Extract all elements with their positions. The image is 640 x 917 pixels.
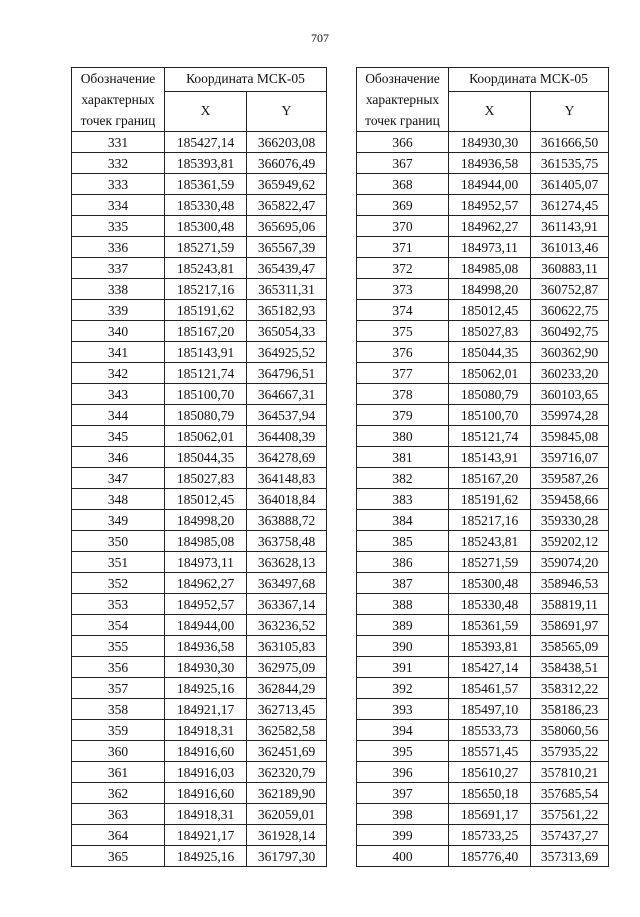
table-row bbox=[72, 531, 327, 552]
table-row bbox=[72, 153, 327, 174]
x-coordinate-cell: 185143,91 bbox=[449, 447, 531, 468]
y-coordinate-cell: 365695,06 bbox=[247, 216, 327, 237]
x-coordinate-cell: 185393,81 bbox=[165, 153, 247, 174]
table-row bbox=[357, 426, 609, 447]
x-coordinate-cell: 184916,60 bbox=[165, 741, 247, 762]
table-row bbox=[357, 174, 609, 195]
point-number-cell: 338 bbox=[72, 279, 165, 300]
y-coordinate-cell: 358691,97 bbox=[531, 615, 609, 636]
x-coordinate-cell: 184998,20 bbox=[449, 279, 531, 300]
header-coordinate: Координата МСК-05 bbox=[449, 68, 609, 92]
x-coordinate-cell: 185062,01 bbox=[165, 426, 247, 447]
table-row bbox=[72, 300, 327, 321]
point-number-cell: 359 bbox=[72, 720, 165, 741]
table-row bbox=[357, 300, 609, 321]
table-row bbox=[357, 846, 609, 867]
point-number-cell: 375 bbox=[357, 321, 449, 342]
y-coordinate-cell: 366076,49 bbox=[247, 153, 327, 174]
x-coordinate-cell: 184962,27 bbox=[165, 573, 247, 594]
point-number-cell: 398 bbox=[357, 804, 449, 825]
point-number-cell: 352 bbox=[72, 573, 165, 594]
header-coordinate: Координата МСК-05 bbox=[165, 68, 327, 92]
table-row bbox=[72, 279, 327, 300]
x-coordinate-cell: 185012,45 bbox=[449, 300, 531, 321]
y-coordinate-cell: 362451,69 bbox=[247, 741, 327, 762]
point-number-cell: 336 bbox=[72, 237, 165, 258]
y-coordinate-cell: 364278,69 bbox=[247, 447, 327, 468]
y-coordinate-cell: 364925,52 bbox=[247, 342, 327, 363]
y-coordinate-cell: 366203,08 bbox=[247, 132, 327, 153]
y-coordinate-cell: 357437,27 bbox=[531, 825, 609, 846]
point-number-cell: 372 bbox=[357, 258, 449, 279]
x-coordinate-cell: 185300,48 bbox=[165, 216, 247, 237]
point-number-cell: 367 bbox=[357, 153, 449, 174]
x-coordinate-cell: 185776,40 bbox=[449, 846, 531, 867]
x-coordinate-cell: 185217,16 bbox=[449, 510, 531, 531]
y-coordinate-cell: 357313,69 bbox=[531, 846, 609, 867]
table-row bbox=[357, 468, 609, 489]
table-row bbox=[72, 426, 327, 447]
table-row bbox=[72, 321, 327, 342]
point-number-cell: 365 bbox=[72, 846, 165, 867]
x-coordinate-cell: 185361,59 bbox=[449, 615, 531, 636]
y-coordinate-cell: 361928,14 bbox=[247, 825, 327, 846]
y-coordinate-cell: 358819,11 bbox=[531, 594, 609, 615]
table-row bbox=[72, 468, 327, 489]
point-number-cell: 362 bbox=[72, 783, 165, 804]
table-row bbox=[357, 783, 609, 804]
header-designation: Обозначение характерных точек границ bbox=[72, 68, 165, 132]
point-number-cell: 353 bbox=[72, 594, 165, 615]
table-row bbox=[357, 636, 609, 657]
y-coordinate-cell: 357561,22 bbox=[531, 804, 609, 825]
y-coordinate-cell: 365311,31 bbox=[247, 279, 327, 300]
point-number-cell: 333 bbox=[72, 174, 165, 195]
point-number-cell: 347 bbox=[72, 468, 165, 489]
y-coordinate-cell: 360622,75 bbox=[531, 300, 609, 321]
table-row bbox=[72, 783, 327, 804]
table-row bbox=[72, 342, 327, 363]
y-coordinate-cell: 360752,87 bbox=[531, 279, 609, 300]
table-row bbox=[357, 216, 609, 237]
y-coordinate-cell: 362189,90 bbox=[247, 783, 327, 804]
point-number-cell: 389 bbox=[357, 615, 449, 636]
x-coordinate-cell: 185243,81 bbox=[449, 531, 531, 552]
table-row bbox=[72, 573, 327, 594]
y-coordinate-cell: 361405,07 bbox=[531, 174, 609, 195]
x-coordinate-cell: 184985,08 bbox=[449, 258, 531, 279]
point-number-cell: 386 bbox=[357, 552, 449, 573]
table-row bbox=[72, 615, 327, 636]
table-row bbox=[357, 594, 609, 615]
x-coordinate-cell: 185062,01 bbox=[449, 363, 531, 384]
point-number-cell: 384 bbox=[357, 510, 449, 531]
point-number-cell: 370 bbox=[357, 216, 449, 237]
y-coordinate-cell: 361143,91 bbox=[531, 216, 609, 237]
x-coordinate-cell: 185330,48 bbox=[165, 195, 247, 216]
x-coordinate-cell: 184944,00 bbox=[449, 174, 531, 195]
table-row bbox=[72, 363, 327, 384]
point-number-cell: 399 bbox=[357, 825, 449, 846]
header-x: X bbox=[165, 91, 247, 131]
point-number-cell: 344 bbox=[72, 405, 165, 426]
x-coordinate-cell: 185012,45 bbox=[165, 489, 247, 510]
y-coordinate-cell: 357935,22 bbox=[531, 741, 609, 762]
x-coordinate-cell: 185191,62 bbox=[449, 489, 531, 510]
x-coordinate-cell: 184973,11 bbox=[449, 237, 531, 258]
table-row bbox=[357, 804, 609, 825]
y-coordinate-cell: 358060,56 bbox=[531, 720, 609, 741]
y-coordinate-cell: 360362,90 bbox=[531, 342, 609, 363]
table-row bbox=[72, 657, 327, 678]
header-designation: Обозначение характерных точек границ bbox=[357, 68, 449, 132]
table-row bbox=[72, 489, 327, 510]
table-row bbox=[357, 237, 609, 258]
y-coordinate-cell: 357685,54 bbox=[531, 783, 609, 804]
x-coordinate-cell: 184921,17 bbox=[165, 699, 247, 720]
table-row bbox=[72, 510, 327, 531]
x-coordinate-cell: 185300,48 bbox=[449, 573, 531, 594]
y-coordinate-cell: 365054,33 bbox=[247, 321, 327, 342]
point-number-cell: 400 bbox=[357, 846, 449, 867]
point-number-cell: 383 bbox=[357, 489, 449, 510]
point-number-cell: 381 bbox=[357, 447, 449, 468]
y-coordinate-cell: 362713,45 bbox=[247, 699, 327, 720]
point-number-cell: 392 bbox=[357, 678, 449, 699]
point-number-cell: 345 bbox=[72, 426, 165, 447]
point-number-cell: 342 bbox=[72, 363, 165, 384]
table-row bbox=[357, 720, 609, 741]
y-coordinate-cell: 359074,20 bbox=[531, 552, 609, 573]
y-coordinate-cell: 359974,28 bbox=[531, 405, 609, 426]
point-number-cell: 369 bbox=[357, 195, 449, 216]
y-coordinate-cell: 365439,47 bbox=[247, 258, 327, 279]
x-coordinate-cell: 185330,48 bbox=[449, 594, 531, 615]
x-coordinate-cell: 185393,81 bbox=[449, 636, 531, 657]
table-row bbox=[72, 216, 327, 237]
point-number-cell: 396 bbox=[357, 762, 449, 783]
x-coordinate-cell: 184952,57 bbox=[449, 195, 531, 216]
point-number-cell: 397 bbox=[357, 783, 449, 804]
x-coordinate-cell: 185167,20 bbox=[449, 468, 531, 489]
y-coordinate-cell: 364148,83 bbox=[247, 468, 327, 489]
table-row bbox=[72, 258, 327, 279]
coordinates-table-right bbox=[356, 67, 609, 867]
point-number-cell: 339 bbox=[72, 300, 165, 321]
x-coordinate-cell: 185100,70 bbox=[449, 405, 531, 426]
point-number-cell: 361 bbox=[72, 762, 165, 783]
y-coordinate-cell: 365182,93 bbox=[247, 300, 327, 321]
y-coordinate-cell: 364408,39 bbox=[247, 426, 327, 447]
x-coordinate-cell: 185571,45 bbox=[449, 741, 531, 762]
header-y: Y bbox=[247, 91, 327, 131]
table-row bbox=[72, 699, 327, 720]
y-coordinate-cell: 358186,23 bbox=[531, 699, 609, 720]
table-row bbox=[357, 405, 609, 426]
x-coordinate-cell: 185121,74 bbox=[449, 426, 531, 447]
table-row bbox=[357, 678, 609, 699]
x-coordinate-cell: 185733,25 bbox=[449, 825, 531, 846]
table-row bbox=[72, 720, 327, 741]
point-number-cell: 378 bbox=[357, 384, 449, 405]
point-number-cell: 382 bbox=[357, 468, 449, 489]
point-number-cell: 335 bbox=[72, 216, 165, 237]
x-coordinate-cell: 184916,03 bbox=[165, 762, 247, 783]
table-row bbox=[72, 384, 327, 405]
header-x: X bbox=[449, 91, 531, 131]
point-number-cell: 360 bbox=[72, 741, 165, 762]
table-row bbox=[357, 195, 609, 216]
table-row bbox=[72, 636, 327, 657]
y-coordinate-cell: 362059,01 bbox=[247, 804, 327, 825]
x-coordinate-cell: 185121,74 bbox=[165, 363, 247, 384]
point-number-cell: 368 bbox=[357, 174, 449, 195]
point-number-cell: 334 bbox=[72, 195, 165, 216]
y-coordinate-cell: 358312,22 bbox=[531, 678, 609, 699]
x-coordinate-cell: 185243,81 bbox=[165, 258, 247, 279]
y-coordinate-cell: 360103,65 bbox=[531, 384, 609, 405]
point-number-cell: 357 bbox=[72, 678, 165, 699]
x-coordinate-cell: 184944,00 bbox=[165, 615, 247, 636]
table-row bbox=[357, 531, 609, 552]
y-coordinate-cell: 361666,50 bbox=[531, 132, 609, 153]
x-coordinate-cell: 185143,91 bbox=[165, 342, 247, 363]
point-number-cell: 348 bbox=[72, 489, 165, 510]
y-coordinate-cell: 362320,79 bbox=[247, 762, 327, 783]
point-number-cell: 385 bbox=[357, 531, 449, 552]
x-coordinate-cell: 185650,18 bbox=[449, 783, 531, 804]
point-number-cell: 394 bbox=[357, 720, 449, 741]
x-coordinate-cell: 185167,20 bbox=[165, 321, 247, 342]
page-number: 707 bbox=[311, 31, 329, 45]
y-coordinate-cell: 361535,75 bbox=[531, 153, 609, 174]
x-coordinate-cell: 185080,79 bbox=[449, 384, 531, 405]
point-number-cell: 391 bbox=[357, 657, 449, 678]
y-coordinate-cell: 361797,30 bbox=[247, 846, 327, 867]
x-coordinate-cell: 185427,14 bbox=[449, 657, 531, 678]
x-coordinate-cell: 184985,08 bbox=[165, 531, 247, 552]
x-coordinate-cell: 185461,57 bbox=[449, 678, 531, 699]
x-coordinate-cell: 185427,14 bbox=[165, 132, 247, 153]
point-number-cell: 364 bbox=[72, 825, 165, 846]
table-row bbox=[357, 699, 609, 720]
x-coordinate-cell: 184918,31 bbox=[165, 804, 247, 825]
x-coordinate-cell: 184936,58 bbox=[165, 636, 247, 657]
point-number-cell: 355 bbox=[72, 636, 165, 657]
x-coordinate-cell: 184936,58 bbox=[449, 153, 531, 174]
y-coordinate-cell: 360233,20 bbox=[531, 363, 609, 384]
table-row bbox=[357, 153, 609, 174]
y-coordinate-cell: 359330,28 bbox=[531, 510, 609, 531]
point-number-cell: 363 bbox=[72, 804, 165, 825]
table-row bbox=[72, 195, 327, 216]
point-number-cell: 376 bbox=[357, 342, 449, 363]
table-row bbox=[357, 342, 609, 363]
table-row bbox=[357, 489, 609, 510]
y-coordinate-cell: 359458,66 bbox=[531, 489, 609, 510]
table-row bbox=[357, 384, 609, 405]
y-coordinate-cell: 365822,47 bbox=[247, 195, 327, 216]
table-row bbox=[72, 132, 327, 153]
point-number-cell: 341 bbox=[72, 342, 165, 363]
y-coordinate-cell: 359845,08 bbox=[531, 426, 609, 447]
table-body-left bbox=[72, 132, 327, 867]
point-number-cell: 373 bbox=[357, 279, 449, 300]
y-coordinate-cell: 363628,13 bbox=[247, 552, 327, 573]
x-coordinate-cell: 185691,17 bbox=[449, 804, 531, 825]
point-number-cell: 343 bbox=[72, 384, 165, 405]
point-number-cell: 350 bbox=[72, 531, 165, 552]
point-number-cell: 346 bbox=[72, 447, 165, 468]
y-coordinate-cell: 364537,94 bbox=[247, 405, 327, 426]
y-coordinate-cell: 358946,53 bbox=[531, 573, 609, 594]
y-coordinate-cell: 364796,51 bbox=[247, 363, 327, 384]
x-coordinate-cell: 184925,16 bbox=[165, 678, 247, 699]
table-row bbox=[357, 363, 609, 384]
point-number-cell: 377 bbox=[357, 363, 449, 384]
table-row bbox=[357, 447, 609, 468]
table-row bbox=[357, 657, 609, 678]
table-row bbox=[72, 594, 327, 615]
x-coordinate-cell: 184998,20 bbox=[165, 510, 247, 531]
x-coordinate-cell: 185271,59 bbox=[449, 552, 531, 573]
point-number-cell: 356 bbox=[72, 657, 165, 678]
header-y: Y bbox=[531, 91, 609, 131]
x-coordinate-cell: 185533,73 bbox=[449, 720, 531, 741]
x-coordinate-cell: 185027,83 bbox=[449, 321, 531, 342]
table-row bbox=[357, 825, 609, 846]
y-coordinate-cell: 363758,48 bbox=[247, 531, 327, 552]
table-row bbox=[357, 132, 609, 153]
point-number-cell: 358 bbox=[72, 699, 165, 720]
table-body-right bbox=[357, 132, 609, 867]
x-coordinate-cell: 185080,79 bbox=[165, 405, 247, 426]
x-coordinate-cell: 184918,31 bbox=[165, 720, 247, 741]
x-coordinate-cell: 184930,30 bbox=[449, 132, 531, 153]
x-coordinate-cell: 185217,16 bbox=[165, 279, 247, 300]
x-coordinate-cell: 184962,27 bbox=[449, 216, 531, 237]
y-coordinate-cell: 362582,58 bbox=[247, 720, 327, 741]
point-number-cell: 395 bbox=[357, 741, 449, 762]
table-row bbox=[72, 552, 327, 573]
table-row bbox=[72, 174, 327, 195]
y-coordinate-cell: 361013,46 bbox=[531, 237, 609, 258]
y-coordinate-cell: 362844,29 bbox=[247, 678, 327, 699]
y-coordinate-cell: 362975,09 bbox=[247, 657, 327, 678]
point-number-cell: 388 bbox=[357, 594, 449, 615]
point-number-cell: 349 bbox=[72, 510, 165, 531]
x-coordinate-cell: 185044,35 bbox=[449, 342, 531, 363]
y-coordinate-cell: 359587,26 bbox=[531, 468, 609, 489]
table-row bbox=[357, 552, 609, 573]
y-coordinate-cell: 365567,39 bbox=[247, 237, 327, 258]
y-coordinate-cell: 363236,52 bbox=[247, 615, 327, 636]
table-row bbox=[357, 258, 609, 279]
y-coordinate-cell: 364018,84 bbox=[247, 489, 327, 510]
x-coordinate-cell: 184916,60 bbox=[165, 783, 247, 804]
x-coordinate-cell: 185610,27 bbox=[449, 762, 531, 783]
point-number-cell: 393 bbox=[357, 699, 449, 720]
x-coordinate-cell: 185044,35 bbox=[165, 447, 247, 468]
table-row bbox=[72, 447, 327, 468]
point-number-cell: 337 bbox=[72, 258, 165, 279]
x-coordinate-cell: 185361,59 bbox=[165, 174, 247, 195]
x-coordinate-cell: 185027,83 bbox=[165, 468, 247, 489]
x-coordinate-cell: 185100,70 bbox=[165, 384, 247, 405]
y-coordinate-cell: 363367,14 bbox=[247, 594, 327, 615]
x-coordinate-cell: 185191,62 bbox=[165, 300, 247, 321]
y-coordinate-cell: 358438,51 bbox=[531, 657, 609, 678]
y-coordinate-cell: 363888,72 bbox=[247, 510, 327, 531]
y-coordinate-cell: 360883,11 bbox=[531, 258, 609, 279]
table-row bbox=[357, 573, 609, 594]
y-coordinate-cell: 357810,21 bbox=[531, 762, 609, 783]
x-coordinate-cell: 185497,10 bbox=[449, 699, 531, 720]
point-number-cell: 331 bbox=[72, 132, 165, 153]
table-row bbox=[72, 678, 327, 699]
table-row bbox=[357, 615, 609, 636]
x-coordinate-cell: 185271,59 bbox=[165, 237, 247, 258]
y-coordinate-cell: 360492,75 bbox=[531, 321, 609, 342]
x-coordinate-cell: 184952,57 bbox=[165, 594, 247, 615]
point-number-cell: 379 bbox=[357, 405, 449, 426]
point-number-cell: 380 bbox=[357, 426, 449, 447]
point-number-cell: 332 bbox=[72, 153, 165, 174]
point-number-cell: 354 bbox=[72, 615, 165, 636]
point-number-cell: 351 bbox=[72, 552, 165, 573]
table-row bbox=[72, 237, 327, 258]
y-coordinate-cell: 361274,45 bbox=[531, 195, 609, 216]
table-row bbox=[357, 762, 609, 783]
y-coordinate-cell: 359716,07 bbox=[531, 447, 609, 468]
coordinates-table-left bbox=[71, 67, 327, 867]
table-row bbox=[72, 825, 327, 846]
point-number-cell: 374 bbox=[357, 300, 449, 321]
x-coordinate-cell: 184921,17 bbox=[165, 825, 247, 846]
point-number-cell: 387 bbox=[357, 573, 449, 594]
table-row bbox=[72, 804, 327, 825]
x-coordinate-cell: 184925,16 bbox=[165, 846, 247, 867]
y-coordinate-cell: 364667,31 bbox=[247, 384, 327, 405]
table-row bbox=[357, 321, 609, 342]
table-row bbox=[357, 741, 609, 762]
x-coordinate-cell: 184930,30 bbox=[165, 657, 247, 678]
y-coordinate-cell: 363497,68 bbox=[247, 573, 327, 594]
table-row bbox=[72, 846, 327, 867]
y-coordinate-cell: 359202,12 bbox=[531, 531, 609, 552]
table-row bbox=[357, 510, 609, 531]
y-coordinate-cell: 365949,62 bbox=[247, 174, 327, 195]
table-row bbox=[72, 405, 327, 426]
point-number-cell: 366 bbox=[357, 132, 449, 153]
x-coordinate-cell: 184973,11 bbox=[165, 552, 247, 573]
y-coordinate-cell: 358565,09 bbox=[531, 636, 609, 657]
y-coordinate-cell: 363105,83 bbox=[247, 636, 327, 657]
table-row bbox=[72, 762, 327, 783]
point-number-cell: 390 bbox=[357, 636, 449, 657]
table-row bbox=[357, 279, 609, 300]
table-row bbox=[72, 741, 327, 762]
point-number-cell: 340 bbox=[72, 321, 165, 342]
point-number-cell: 371 bbox=[357, 237, 449, 258]
